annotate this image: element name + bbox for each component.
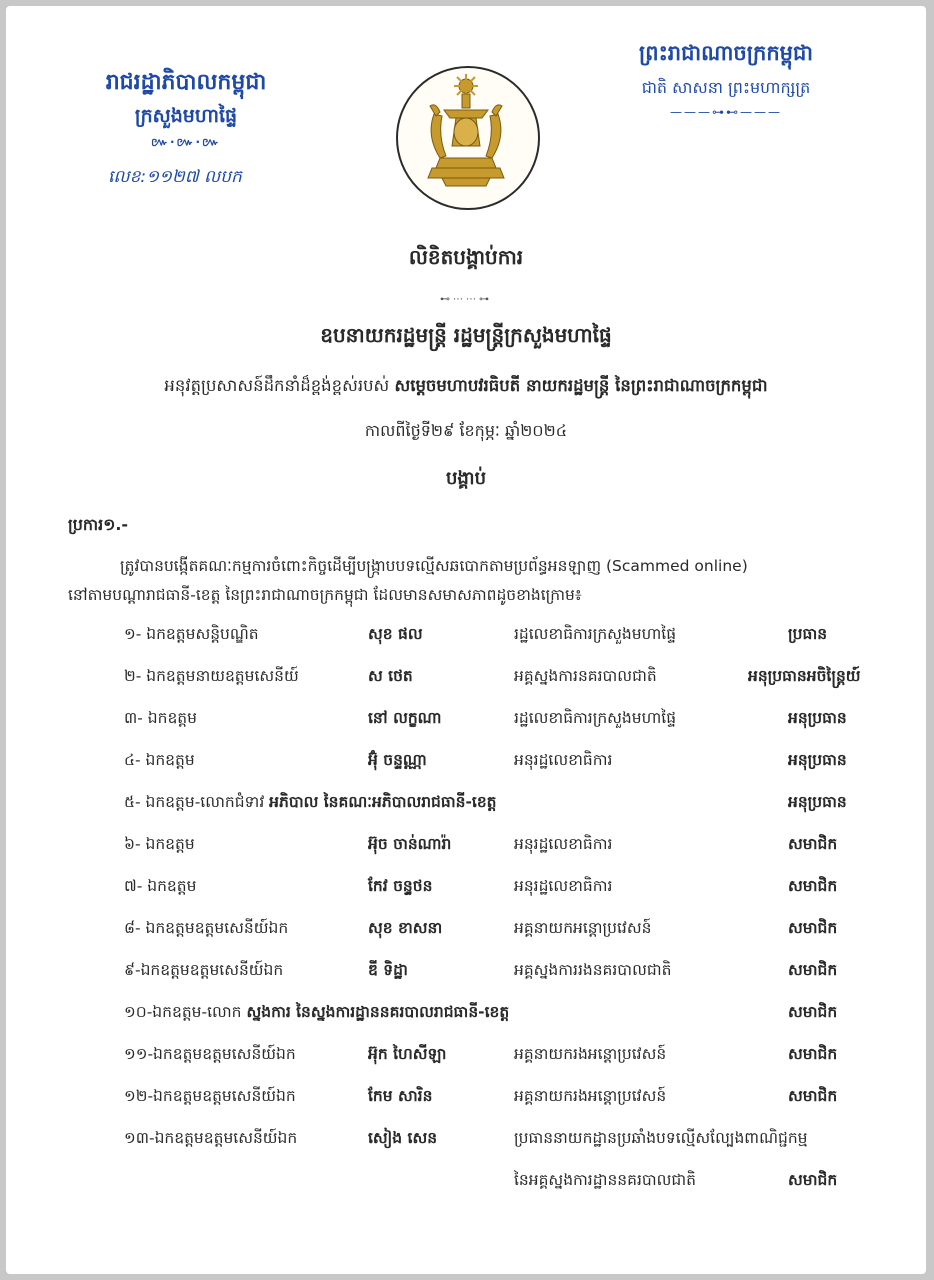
article-text [68,552,898,610]
member-group: អភិបាល នៃគណៈអភិបាលរាជធានី-ខេត្ត [269,793,497,811]
kingdom-motto: ជាតិ សាសនា ព្រះមហាក្សត្រ [641,78,811,97]
member-title: ៨- ឯកឧត្តមឧត្តមសេនីយ៍ឯក [124,919,289,937]
pursuant-line [6,376,926,400]
member-row [6,1118,926,1158]
ornament-right: ———⊶⊷——— [670,105,782,119]
ornament-left: ៚·៚·៚ [150,135,222,149]
member-name: សៀង សេន [368,1129,438,1147]
member-role: សមាជិក [788,835,838,853]
pursuant-prime-minister: សម្តេចមហាបវរធិបតី នាយករដ្ឋមន្ត្រី នៃព្រះរាជាណាចក្រកម្ពុជា [394,376,768,395]
member-position: អគ្គនាយកអន្តោប្រវេសន៍ [514,919,652,937]
member-name: កែវ ចន្ទ្ធថន [368,877,433,895]
members-list [6,614,926,1214]
order-heading: បង្គាប់ [446,468,486,489]
member-role: សមាជិក [788,919,838,937]
member-name: នៅ លក្ខណា [368,709,442,727]
member-name: អ៊ុំ ចន្ទណ្ណា [368,751,427,769]
ministry-name: ក្រសួងមហាផ្ទៃ [134,105,238,127]
reference-number: លេខ:១១២៧ លបក [108,167,242,187]
member-position: អនុរដ្ឋលេខាធិការ [514,835,613,853]
member-title: ៧- ឯកឧត្តម [124,877,197,895]
member-position-continued: នៃអគ្គស្នងការដ្ឋាននគរបាលជាតិ [514,1171,697,1189]
member-role: សមាជិក [788,877,838,895]
document-type: លិខិតបង្គាប់ការ [408,245,524,269]
member-title: ៩-ឯកឧត្តមឧត្តមសេនីយ៍ឯក [124,961,284,979]
title-divider: ⊷⋯⋯⊶ [440,294,492,305]
member-position: អគ្គស្នងការរងនគរបាលជាតិ [514,961,672,979]
member-name: ស ថេត [368,667,413,685]
member-row [6,992,926,1032]
member-role: សមាជិក [788,961,838,979]
member-position: អនុរដ្ឋលេខាធិការ [514,751,613,769]
kingdom-header [606,40,846,119]
member-position: ប្រធាននាយកដ្ឋានប្រឆាំងបទល្មើសល្បែងពាណិជ្ជកម្ម [514,1129,808,1147]
member-position: រដ្ឋលេខាធិការក្រសួងមហាផ្ទៃ [514,625,677,643]
member-role: ប្រធាន [788,625,828,643]
member-name: អ៊ុក ហៃសីឡា [368,1045,447,1063]
member-name: សុខ ផល [368,625,423,643]
member-row [6,740,926,780]
pursuant-prefix: អនុវត្តប្រសាសន៍ដឹកនាំដ៏ខ្ពង់ខ្ពស់របស់ [164,376,390,395]
member-group: ស្នងការ នៃស្នងការដ្ឋាននគរបាលរាជធានី-ខេត្ត [246,1003,510,1021]
member-title-wide [124,792,497,815]
member-row [6,1076,926,1116]
member-row [6,614,926,654]
ministry-header [66,68,306,152]
member-name: សុខ ខាសនា [368,919,443,937]
member-position: អគ្គនាយករងអន្តោប្រវេសន៍ [514,1045,667,1063]
member-title: ៣- ឯកឧត្តម [124,709,197,727]
member-row [6,782,926,822]
member-role: អនុប្រធានអចិន្ត្រៃយ៍ [748,667,861,685]
member-row [6,1034,926,1074]
ministry-government: រាជរដ្ឋាភិបាលកម្ពុជា [105,70,267,95]
member-title: ១២-ឯកឧត្តមឧត្តមសេនីយ៍ឯក [124,1087,296,1105]
member-row [6,824,926,864]
member-title: ១៣-ឯកឧត្តមឧត្តមសេនីយ៍ឯក [124,1129,298,1147]
member-row [6,656,926,696]
member-position: រដ្ឋលេខាធិការក្រសួងមហាផ្ទៃ [514,709,677,727]
member-row-continued [6,1160,926,1200]
member-title-prefix: ៥- ឯកឧត្តម-លោកជំទាវ [124,793,265,811]
article-text-line1: ត្រូវបានបង្កើតគណៈកម្មការចំពោះកិច្ចដើម្បីបង្ក្រាបបទល្មើសឆបោកតាមប្រព័ន្ធអនឡាញ (Scammed online) [120,557,748,575]
member-title: ១១-ឯកឧត្តមឧត្តមសេនីយ៍ឯក [124,1045,296,1063]
member-title: ៤- ឯកឧត្តម [124,751,195,769]
member-role: សមាជិក [788,1045,838,1063]
member-row [6,866,926,906]
member-role: អនុប្រធាន [788,751,847,769]
member-role: សមាជិក [788,1003,838,1021]
member-role: អនុប្រធាន [788,793,847,811]
kingdom-title: ព្រះរាជាណាចក្រកម្ពុជា [638,41,813,65]
member-role: អនុប្រធាន [788,709,847,727]
royal-emblem [396,66,540,210]
member-position: អគ្គនាយករងអន្តោប្រវេសន៍ [514,1087,667,1105]
member-role: សមាជិក [788,1087,838,1105]
member-position: អនុរដ្ឋលេខាធិការ [514,877,613,895]
member-position: អគ្គស្នងការនគរបាលជាតិ [514,667,657,685]
member-title: ៦- ឯកឧត្តម [124,835,195,853]
royal-coat-of-arms-icon [396,66,536,206]
instruction-date: កាលពីថ្ងៃទី២៩ ខែកុម្ភៈ ឆ្នាំ២០២៤ [364,421,568,440]
member-title: ២- ឯកឧត្តមនាយឧត្តមសេនីយ៍ [124,667,299,685]
member-title: ១- ឯកឧត្តមសន្តិបណ្ឌិត [124,625,259,643]
member-role: សមាជិក [788,1171,838,1189]
member-row [6,908,926,948]
member-row [6,698,926,738]
document-page [6,6,926,1274]
member-name: អ៊ុច ចាន់ណារ៉ា [368,835,452,853]
member-title-prefix: ១០-ឯកឧត្តម-លោក [124,1003,242,1021]
article-text-line2: នៅតាមបណ្តារាជធានី-ខេត្ត នៃព្រះរាជាណាចក្រកម្ពុជា ដែលមានសមាសភាពដូចខាងក្រោម៖ [68,586,582,604]
member-row [6,950,926,990]
member-title-wide [124,1002,509,1025]
member-name: កែម សារិន [368,1087,433,1105]
issuing-authority: ឧបនាយករដ្ឋមន្ត្រី រដ្ឋមន្ត្រីក្រសួងមហាផ្ទៃ [320,323,612,347]
member-name: ឌី ទិដ្ឋា [368,961,408,979]
article-label: ប្រការ១.- [68,515,129,534]
